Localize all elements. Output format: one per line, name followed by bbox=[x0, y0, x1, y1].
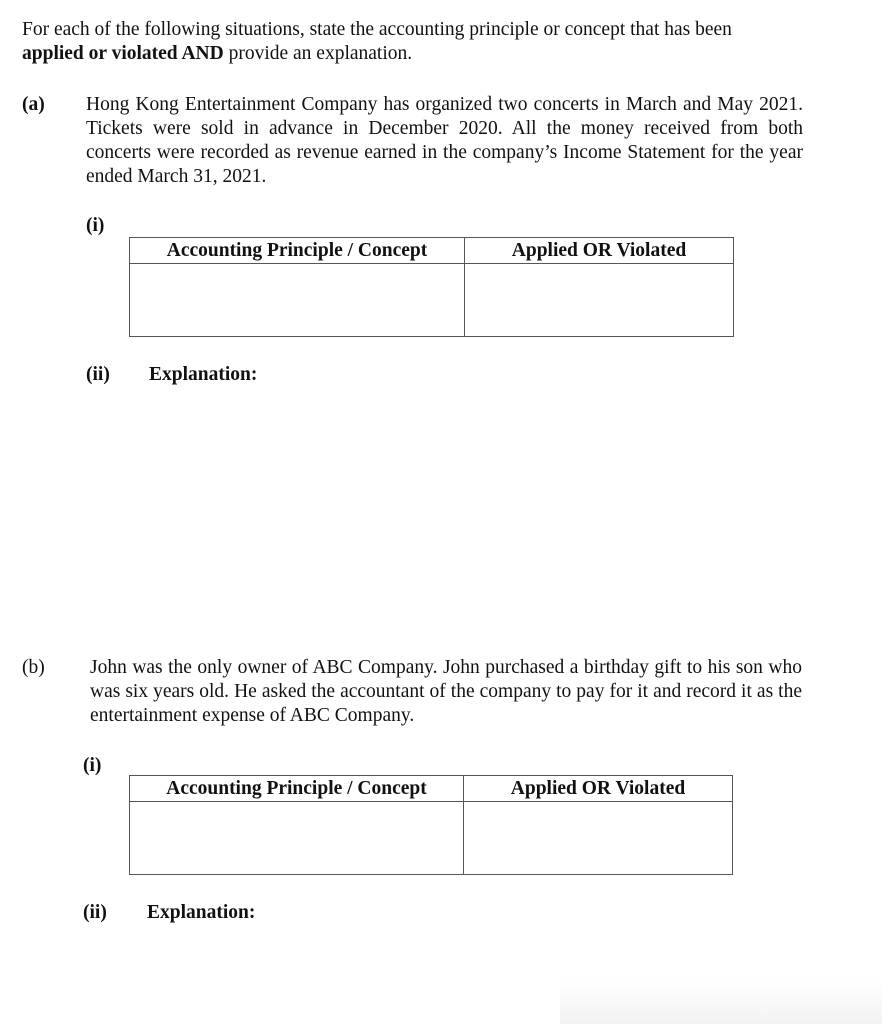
principle-answer-cell[interactable] bbox=[130, 264, 465, 337]
part-b-label: (b) bbox=[22, 657, 45, 678]
part-b-sub-ii-label: (ii) bbox=[83, 902, 107, 923]
part-a-scenario: Hong Kong Entertainment Company has organized two concerts in March and May 2021. Tickets were sold in advance in December 2020. All the money received from both concerts were recorded as revenue earned in the company’s Income Statement for the year ended March 31, 2021. bbox=[86, 94, 803, 187]
instruction-line-2 bbox=[22, 42, 412, 66]
page-edge-shadow bbox=[560, 980, 882, 1024]
applied-violated-answer-cell[interactable] bbox=[464, 802, 733, 875]
part-b-answer-table bbox=[129, 775, 733, 875]
part-a-sub-i-label: (i) bbox=[86, 215, 105, 236]
instruction-emphasis: applied or violated AND bbox=[22, 43, 224, 64]
instruction-line-1: For each of the following situations, state the accounting principle or concept that has been bbox=[22, 19, 732, 40]
principle-answer-cell[interactable] bbox=[130, 802, 464, 875]
part-a-label: (a) bbox=[22, 94, 45, 115]
table-header-row bbox=[130, 776, 733, 802]
part-a-explanation-label: Explanation: bbox=[149, 364, 258, 385]
part-b-scenario: John was the only owner of ABC Company. John purchased a birthday gift to his son who was six years old. He asked the accountant of the company to pay for it and record it as the entertainment expense of ABC Company. bbox=[90, 657, 802, 726]
col-header-applied-violated: Applied OR Violated bbox=[465, 238, 734, 264]
part-a-answer-table bbox=[129, 237, 734, 337]
col-header-principle: Accounting Principle / Concept bbox=[130, 238, 465, 264]
table-header-row bbox=[130, 238, 734, 264]
col-header-principle: Accounting Principle / Concept bbox=[130, 776, 464, 802]
applied-violated-answer-cell[interactable] bbox=[465, 264, 734, 337]
part-a-sub-ii-label: (ii) bbox=[86, 364, 110, 385]
instruction-line-2-rest: provide an explanation. bbox=[223, 43, 413, 64]
col-header-applied-violated: Applied OR Violated bbox=[464, 776, 733, 802]
table-answer-row bbox=[130, 802, 733, 875]
part-b-sub-i-label: (i) bbox=[83, 755, 102, 776]
part-b-explanation-label: Explanation: bbox=[147, 902, 256, 923]
table-answer-row bbox=[130, 264, 734, 337]
